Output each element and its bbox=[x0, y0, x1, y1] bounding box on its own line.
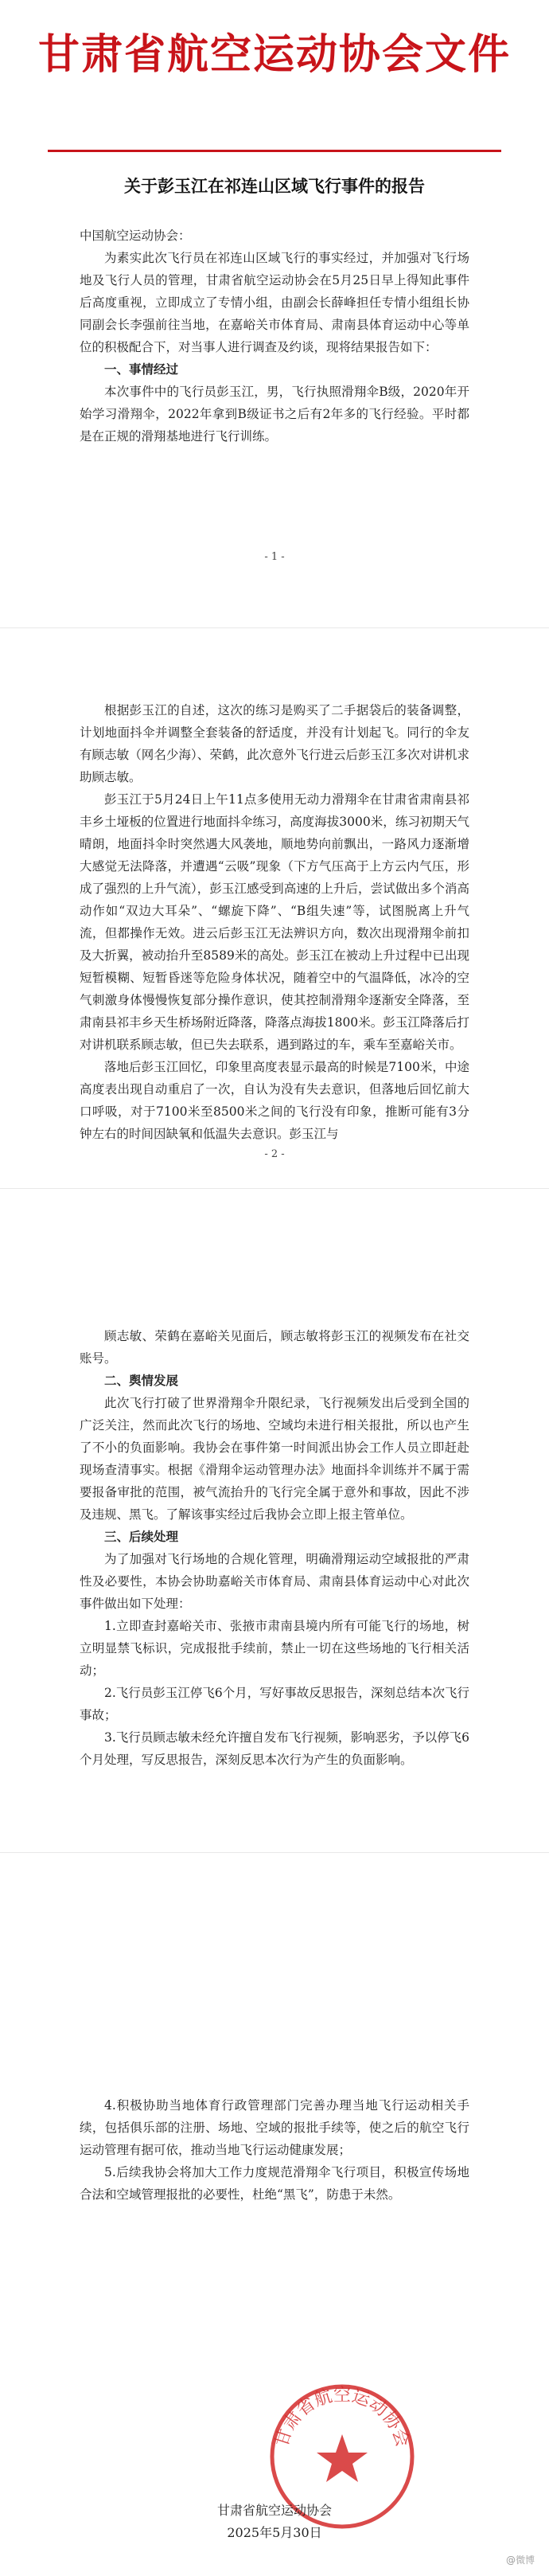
page-2-body bbox=[80, 699, 469, 1145]
org-header-title: 甘肃省航空运动协会文件 bbox=[37, 30, 511, 79]
page-1-paragraph-1: 本次事件中的飞行员彭玉江，男，飞行执照滑翔伞B级，2020年开始学习滑翔伞，2022年拿到B级证书之后有2年多的飞行经验。平时都是在正规的滑翔基地进行飞行训练。 bbox=[80, 385, 469, 444]
document-title: 关于彭玉江在祁连山区域飞行事件的报告 bbox=[124, 177, 425, 196]
page-1-body bbox=[80, 225, 469, 448]
page-number-1: - 1 - bbox=[264, 551, 285, 563]
page-4-item-5: 5.后续我协会将加大工作力度规范滑翔伞飞行项目，积极宣传场地合法和空域管理报批的必要性，杜绝“黑飞”，防患于未然。 bbox=[80, 2165, 469, 2202]
section-heading-2: 二、舆情发展 bbox=[104, 1374, 179, 1388]
page-2-paragraph-2: 彭玉江于5月24日上午11点多使用无动力滑翔伞在甘肃省肃南县祁丰乡土垭板的位置进行地面抖伞练习，高度海拔3000米，练习初期天气晴朗，地面抖伞时突然遇大风袭地，顺地势向前飘出，一路风力逐渐增大感觉无法降落，并遭遇“云吸”现象（下方气压高于上方云内气压，形成了强烈的上升气流），彭玉江感受到高速的上升后，尝试做出多个消高动作如“双边大耳朵”、“螺旋下降”、“B组失速”等，试图脱离上升气流，但都操作无效。进云后彭玉江无法辨识方向，数次出现滑翔伞前扣及大折翼，被动抬升至8589米的高处。彭玉江在被动上升过程中已出现短暂模糊、短暂昏迷等危险身体状况，随着空中的气温降低，冰冷的空气刺激身体慢慢恢复部分操作意识，使其控制滑翔伞逐渐安全降落，至肃南县祁丰乡天生桥场附近降落，降落点海拔1800米。彭玉江降落后打对讲机联系顾志敏，但已失去联系，遇到路过的车，乘车至嘉峪关市。 bbox=[80, 792, 469, 1052]
page-3-paragraph-2: 为了加强对飞行场地的合规化管理，明确滑翔运动空域报批的严肃性及必要性，本协会协助嘉峪关市体育局、肃南县体育运动中心对此次事件做出如下处理： bbox=[80, 1552, 469, 1611]
red-divider-top bbox=[48, 150, 501, 152]
page-3-item-3: 3.飞行员顾志敏未经允许擅自发布飞行视频，影响恶劣，予以停飞6个月处理，写反思报告，深刻反思本次行为产生的负面影响。 bbox=[80, 1730, 469, 1767]
page-3-body bbox=[80, 1325, 469, 1771]
page-edge bbox=[0, 627, 549, 628]
page-2 bbox=[0, 631, 549, 1188]
section-heading-1: 一、事情经过 bbox=[104, 362, 179, 377]
page-3-paragraph-0: 顾志敏、荣鹤在嘉峪关见面后，顾志敏将彭玉江的视频发布在社交账号。 bbox=[80, 1329, 469, 1366]
intro-paragraph: 为素实此次飞行员在祁连山区域飞行的事实经过，并加强对飞行场地及飞行人员的管理，甘肃省航空运动协会在5月25日早上得知此事件后高度重视，立即成立了专情小组，由副会长薛峰担任专情小组组长协同副会长李强前往当地，在嘉峪关市体育局、肃南县体育运动中心等单位的积极配合下，对当事人进行调查及约谈，现将结果报告如下： bbox=[80, 251, 469, 354]
salutation: 中国航空运动协会： bbox=[80, 229, 191, 243]
page-2-paragraph-3: 落地后彭玉江回忆，印象里高度表显示最高的时候是7100米，中途高度表出现自动重启了一次，自认为没有失去意识，但落地后回忆前大口呼吸，对于7100米至8500米之间的飞行没有印象，推断可能有3分钟左右的时间因缺氧和低温失去意识。彭玉江与 bbox=[80, 1060, 469, 1141]
page-4-body bbox=[80, 2094, 469, 2206]
page-4-item-4: 4.积极协助当地体育行政管理部门完善办理当地飞行运动相关手续，包括俱乐部的注册、场地、空域的报批手续等，使之后的航空飞行运动管理有据可依，推动当地飞行运动健康发展； bbox=[80, 2098, 469, 2157]
weibo-watermark: @微博 bbox=[505, 2555, 535, 2566]
seal-text: 甘肃省航空运动协会 bbox=[271, 2386, 413, 2449]
page-1 bbox=[0, 0, 549, 627]
page-number-2: - 2 - bbox=[264, 1148, 285, 1160]
page-3-item-2: 2.飞行员彭玉江停飞6个月，写好事故反思报告，深刻总结本次飞行事故； bbox=[80, 1686, 469, 1722]
signature-org: 甘肃省航空运动协会 bbox=[216, 2503, 332, 2518]
page-3-paragraph-1: 此次飞行打破了世界滑翔伞升限纪录，飞行视频发出后受到全国的广泛关注，然而此次飞行的场地、空域均未进行相关报批，所以也产生了不小的负面影响。我协会在事件第一时间派出协会工作人员立即赶赴现场查清事实。根据《滑翔伞运动管理办法》地面抖伞训练并不属于需要报备审批的范围，被气流抬升的飞行完全属于意外和事故，因此不涉及违规、黑飞。了解该事实经过后我协会立即上报主管单位。 bbox=[80, 1396, 469, 1522]
page-edge bbox=[0, 1188, 549, 1189]
page-edge bbox=[0, 1852, 549, 1853]
page-3-item-1: 1.立即查封嘉峪关市、张掖市肃南县境内所有可能飞行的场地，树立明显禁飞标识，完成报批手续前，禁止一切在这些场地的飞行相关活动； bbox=[80, 1619, 469, 1678]
page-3 bbox=[0, 1191, 549, 1852]
page-2-paragraph-1: 根据彭玉江的自述，这次的练习是购买了二手据袋后的装备调整，计划地面抖伞并调整全套装备的舒适度，并没有计划起飞。同行的伞友有顾志敏（网名少海）、荣鹤，此次意外飞行进云后彭玉江多次对讲机求助顾志敏。 bbox=[80, 703, 469, 784]
section-heading-3: 三、后续处理 bbox=[104, 1530, 179, 1544]
signature-date: 2025年5月30日 bbox=[227, 2525, 322, 2540]
